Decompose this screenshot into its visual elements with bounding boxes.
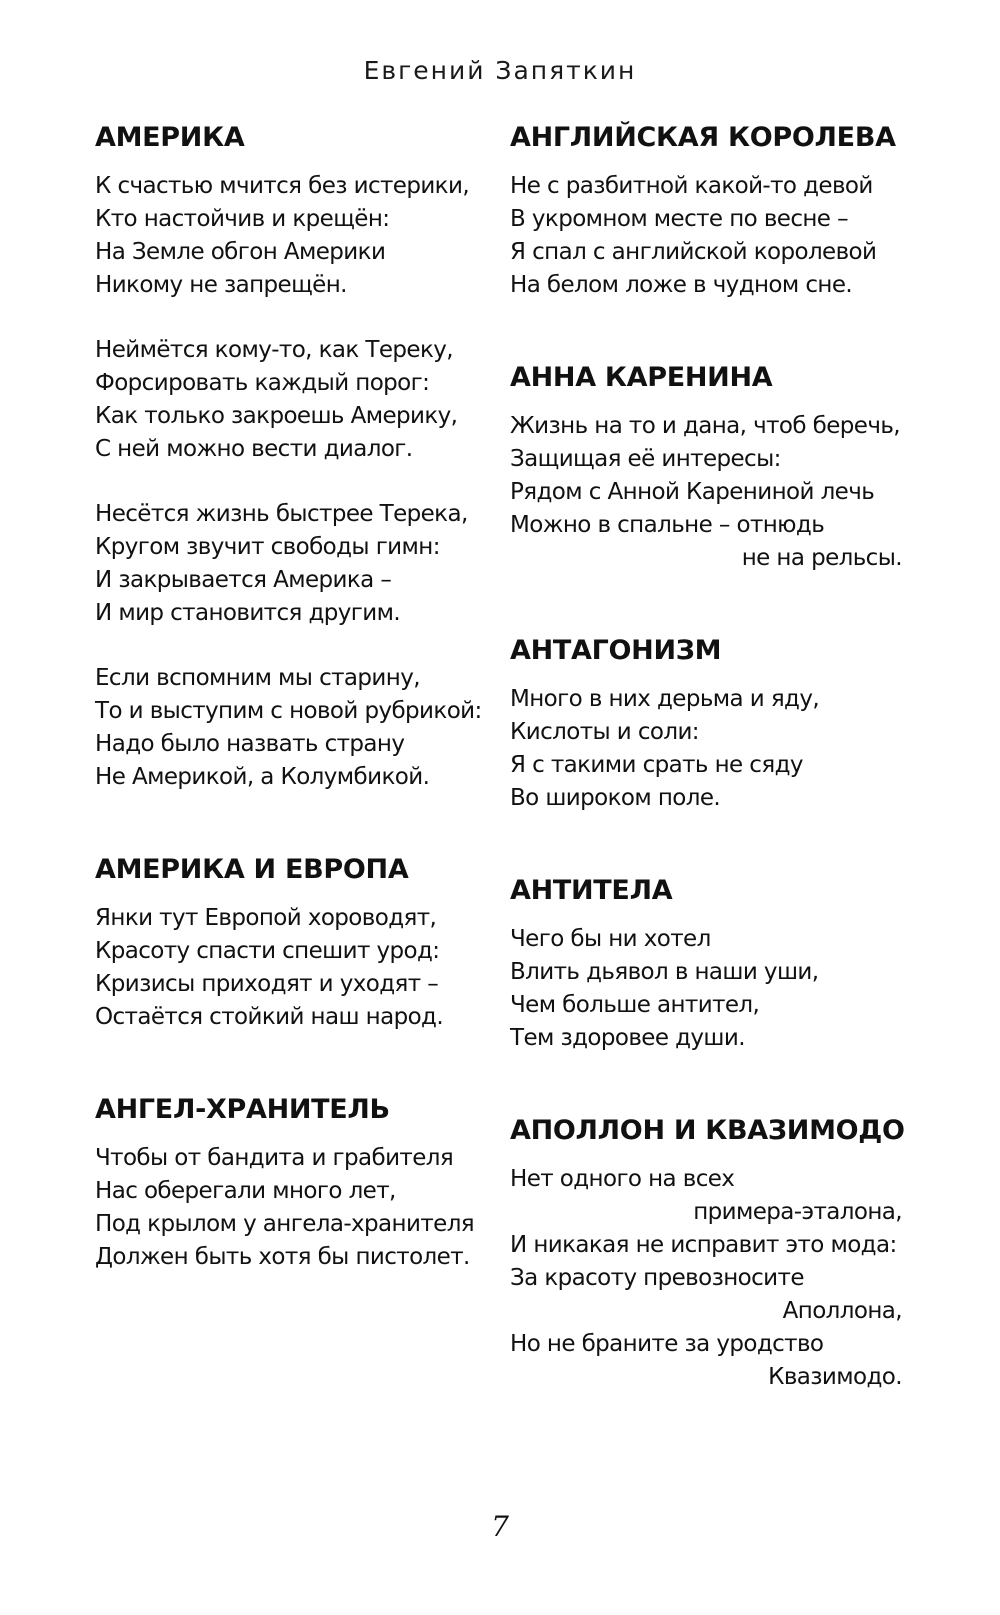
poem-line: Не Америкой, а Колумбикой.: [95, 764, 430, 790]
running-header-author: Евгений Запяткин: [363, 56, 637, 85]
poem-line: Должен быть хотя бы пистолет.: [95, 1244, 470, 1270]
poem-line: Можно в спальне – отнюдь: [510, 512, 825, 538]
poem-line: Не с разбитной какой-то девой: [510, 173, 873, 199]
poem-line: Чтобы от бандита и грабителя: [95, 1145, 454, 1171]
poem-line: Нас оберегали много лет,: [95, 1178, 396, 1204]
poem-line: Тем здоровее души.: [510, 1025, 745, 1051]
left-column: [95, 118, 500, 1274]
poem-angliyskaya-koroleva: [510, 118, 902, 302]
poem-america: [95, 118, 500, 794]
poem-line: Остаётся стойкий наш народ.: [95, 1004, 444, 1030]
poem-line: На белом ложе в чудном сне.: [510, 272, 853, 298]
poem-line: За красоту превозносите: [510, 1265, 804, 1291]
poem-line-right: Аполлона,: [782, 1298, 902, 1324]
poem-line: Нет одного на всех: [510, 1166, 735, 1192]
poem-line: Я спал с английской королевой: [510, 239, 877, 265]
poem-line: Кто настойчив и крещён:: [95, 206, 390, 232]
poem-line: Во широком поле.: [510, 785, 721, 811]
poem-line: Кризисы приходят и уходят –: [95, 971, 439, 997]
poem-line: Надо было назвать страну: [95, 731, 405, 757]
poem-line-right: Квазимодо.: [768, 1364, 902, 1390]
stanza: [95, 662, 500, 794]
poem-angel-khranitel: [95, 1090, 500, 1274]
poem-line: К счастью мчится без истерики,: [95, 173, 470, 199]
stanza: [95, 334, 500, 466]
poem-line: Чего бы ни хотел: [510, 926, 711, 952]
poem-line: На Земле обгон Америки: [95, 239, 386, 265]
poem-line: Много в них дерьма и яду,: [510, 686, 820, 712]
poem-line: Кислоты и соли:: [510, 719, 699, 745]
poem-line-right: примера-эталона,: [693, 1199, 902, 1225]
poem-line: Чем больше антител,: [510, 992, 760, 1018]
poem-title: АНГЕЛ-ХРАНИТЕЛЬ: [95, 1094, 390, 1125]
poem-line: Неймётся кому-то, как Тереку,: [95, 337, 453, 363]
poem-america-i-evropa: [95, 850, 500, 1034]
poem-line: Но не браните за уродство: [510, 1331, 824, 1357]
stanza: [95, 170, 500, 302]
poem-line: Под крылом у ангела-хранителя: [95, 1211, 475, 1237]
poem-line: И закрывается Америка –: [95, 567, 392, 593]
poem-line: И мир становится другим.: [95, 600, 401, 626]
poem-line: Никому не запрещён.: [95, 272, 347, 298]
stanza: [95, 902, 500, 1034]
poem-line: Кругом звучит свободы гимн:: [95, 534, 440, 560]
poem-line: Как только закроешь Америку,: [95, 403, 458, 429]
poem-line: Янки тут Европой хороводят,: [95, 905, 437, 931]
poem-apollon-i-kvazimodo: [510, 1111, 905, 1394]
poem-line: Если вспомним мы старину,: [95, 665, 420, 691]
poem-line: Рядом с Анной Карениной лечь: [510, 479, 875, 505]
poem-line: С ней можно вести диалог.: [95, 436, 413, 462]
poem-title: АМЕРИКА И ЕВРОПА: [95, 854, 409, 885]
poem-line: Влить дьявол в наши уши,: [510, 959, 819, 985]
poem-title: АНТИТЕЛА: [510, 875, 673, 906]
page-number: 7: [491, 1510, 509, 1543]
stanza: [95, 498, 500, 630]
poem-line: Красоту спасти спешит урод:: [95, 938, 440, 964]
poem-line: То и выступим с новой рубрикой:: [95, 698, 482, 724]
poem-anna-karenina: [510, 358, 902, 575]
poem-title: АНГЛИЙСКАЯ КОРОЛЕВА: [510, 122, 896, 153]
poem-line: Защищая её интересы:: [510, 446, 781, 472]
poem-line-right: не на рельсы.: [741, 545, 902, 571]
poem-line: Несётся жизнь быстрее Терека,: [95, 501, 468, 527]
right-column: [510, 118, 905, 1394]
poem-title: АПОЛЛОН И КВАЗИМОДО: [510, 1115, 905, 1146]
poem-title: АННА КАРЕНИНА: [510, 362, 773, 393]
poem-title: АМЕРИКА: [95, 122, 245, 153]
poem-line: Жизнь на то и дана, чтоб беречь,: [510, 413, 900, 439]
poem-title: АНТАГОНИЗМ: [510, 635, 722, 666]
stanza: [95, 1142, 500, 1274]
poem-line: Форсировать каждый порог:: [95, 370, 430, 396]
poem-line: Я с такими срать не сяду: [510, 752, 803, 778]
poem-line: В укромном месте по весне –: [510, 206, 848, 232]
poem-line: И никакая не исправит это мода:: [510, 1232, 897, 1258]
poem-antagonizm: [510, 631, 902, 815]
poem-antitela: [510, 871, 902, 1055]
